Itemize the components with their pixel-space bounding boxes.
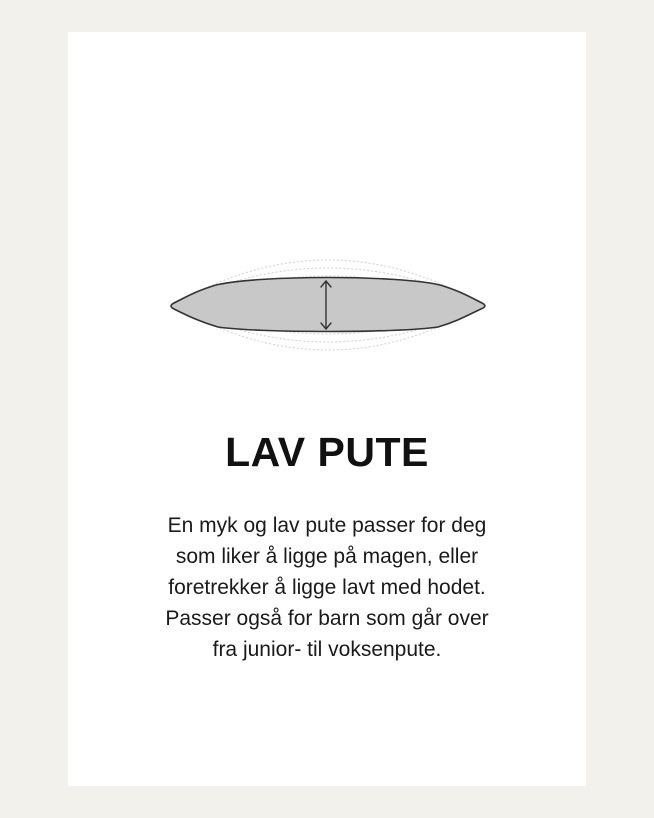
product-description bbox=[107, 510, 547, 665]
description-line: En myk og lav pute passer for deg bbox=[167, 514, 487, 537]
low-pillow-icon bbox=[168, 227, 488, 387]
description-line: fra junior- til voksenpute. bbox=[212, 638, 442, 661]
pillow-shape bbox=[171, 278, 485, 332]
description-line: foretrekker å ligge lavt med hodet. bbox=[168, 576, 486, 599]
description-line: Passer også for barn som går over bbox=[165, 607, 489, 630]
product-info-card bbox=[68, 32, 586, 786]
description-line: som liker å ligge på magen, eller bbox=[175, 545, 479, 568]
product-title: LAV PUTE bbox=[225, 429, 429, 475]
